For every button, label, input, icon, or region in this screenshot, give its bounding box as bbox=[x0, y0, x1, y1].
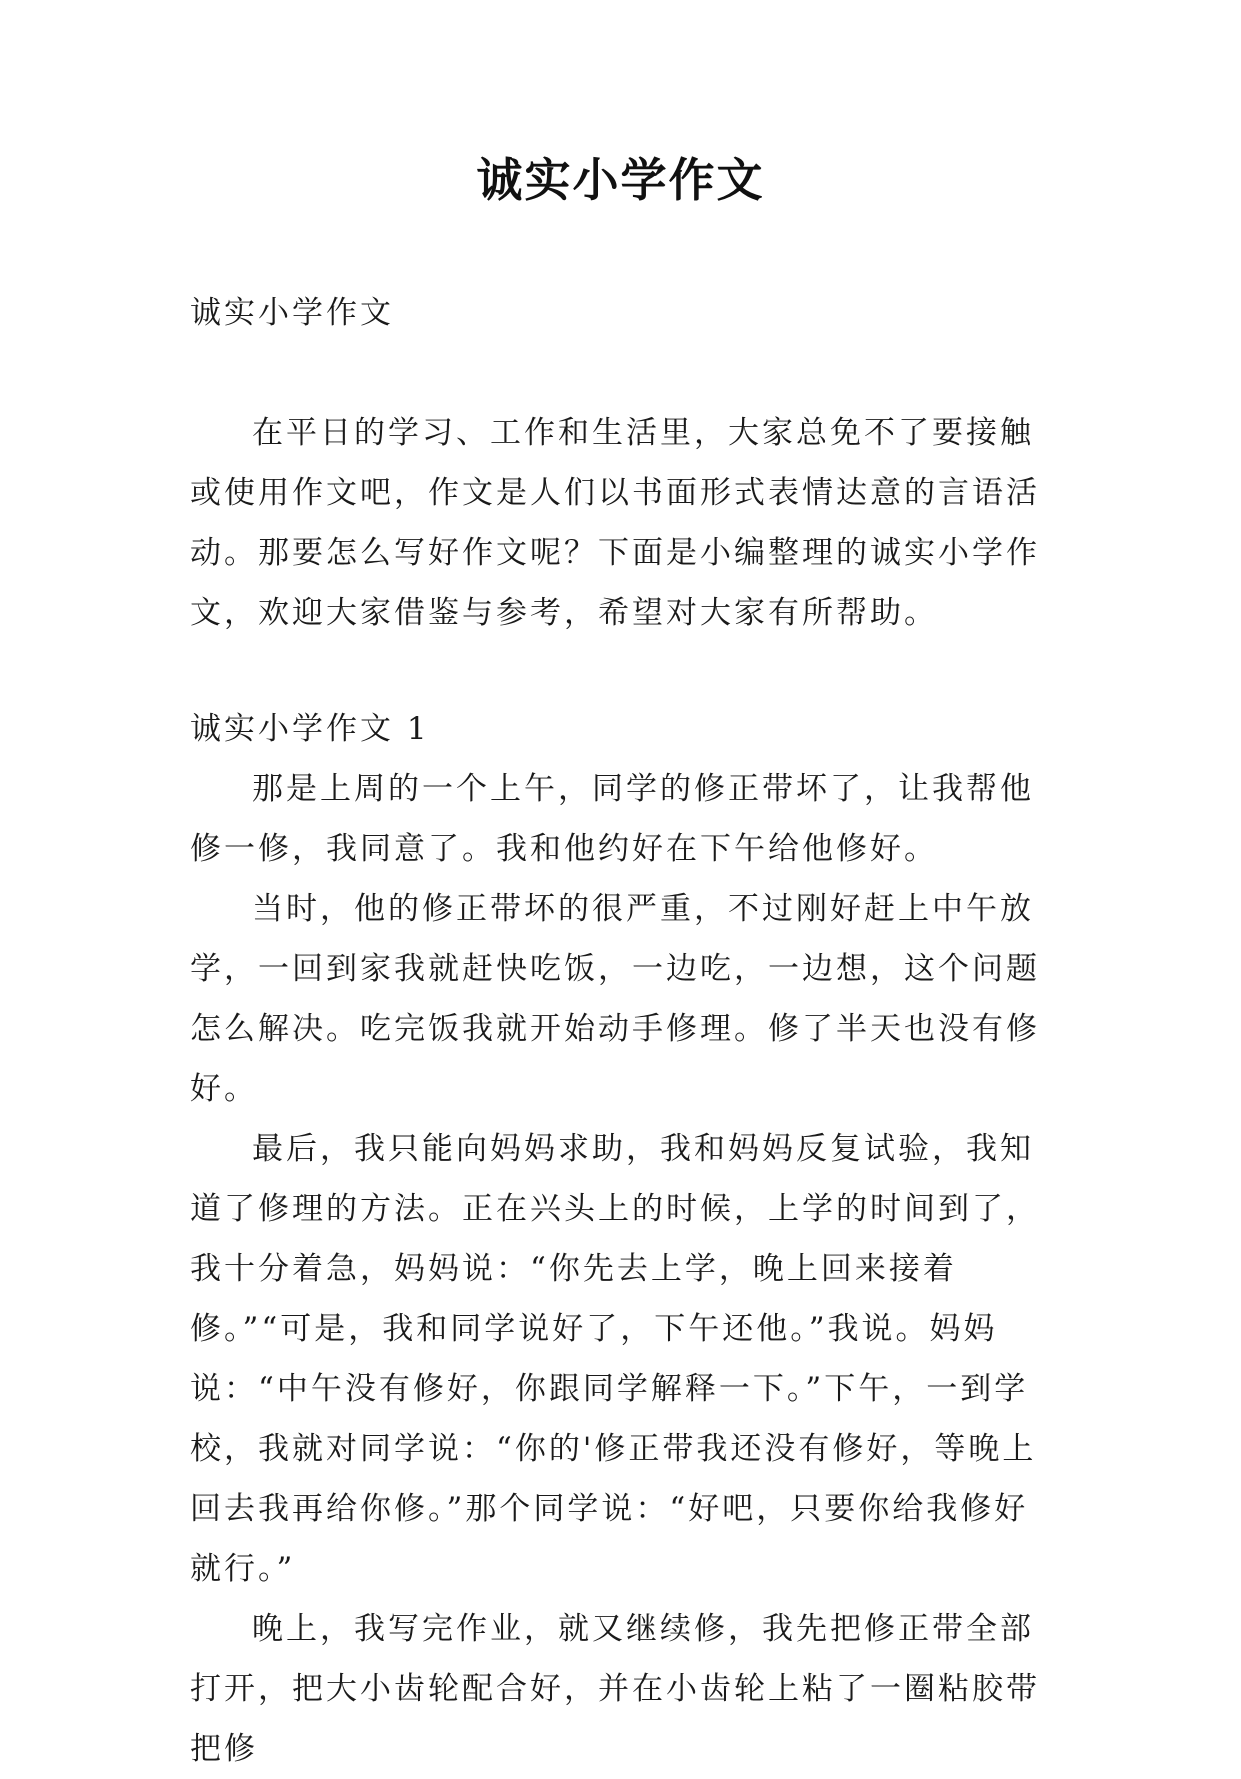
document-body bbox=[190, 283, 1060, 1779]
document-subtitle: 诚实小学作文 bbox=[190, 295, 394, 331]
body-paragraph: 当时，他的修正带坏的很严重，不过刚好赶上中午放学，一回到家我就赶快吃饭，一边吃，一边想，这个问题怎么解决。吃完饭我就开始动手修理。修了半天也没有修好。 bbox=[190, 891, 1040, 1107]
intro-paragraph: 在平日的学习、工作和生活里，大家总免不了要接触或使用作文吧，作文是人们以书面形式表情达意的言语活动。那要怎么写好作文呢？下面是小编整理的诚实小学作文，欢迎大家借鉴与参考，希望对大家有所帮助。 bbox=[190, 415, 1040, 631]
section-heading: 诚实小学作文 1 bbox=[190, 711, 430, 747]
body-paragraph: 那是上周的一个上午，同学的修正带坏了，让我帮他修一修，我同意了。我和他约好在下午给他修好。 bbox=[190, 771, 1034, 867]
body-paragraph: 晚上，我写完作业，就又继续修，我先把修正带全部打开，把大小齿轮配合好，并在小齿轮上粘了一圈粘胶带把修 bbox=[190, 1611, 1040, 1767]
body-paragraph: 最后，我只能向妈妈求助，我和妈妈反复试验，我知道了修理的方法。正在兴头上的时候，上学的时间到了，我十分着急，妈妈说：“你先去上学，晚上回来接着修。”“可是，我和同学说好了，下午还他。”我说。妈妈说：“中午没有修好，你跟同学解释一下。”下午，一到学校，我就对同学说：“你的'修正带我还没有修好，等晚上回去我再给你修。”那个同学说：“好吧，只要你给我修好就行。” bbox=[190, 1131, 1040, 1587]
document-title: 诚实小学作文 bbox=[476, 153, 765, 207]
